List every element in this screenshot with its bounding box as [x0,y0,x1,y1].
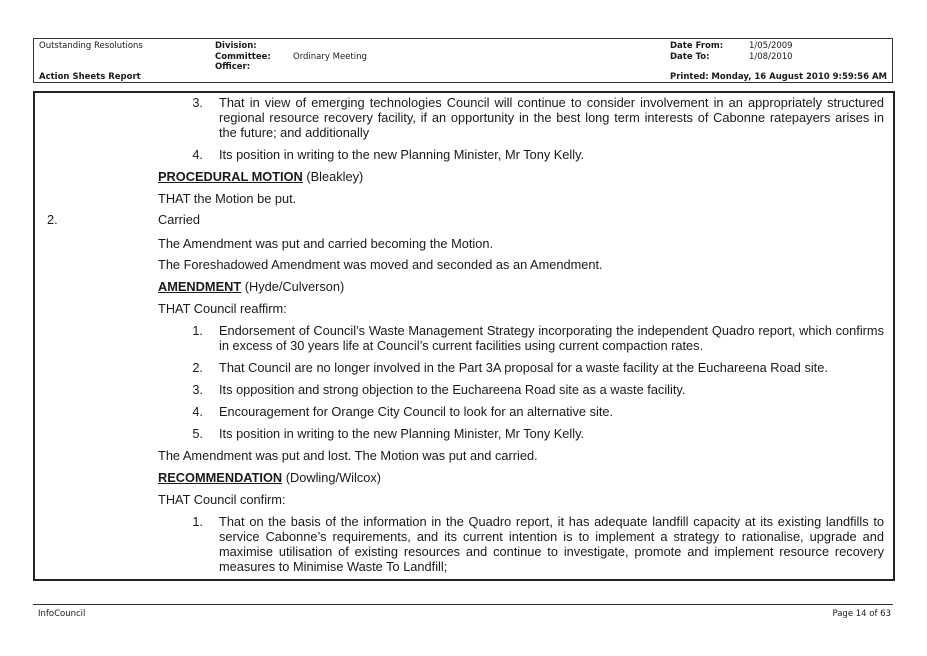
printed-line [670,72,887,82]
status-text: Carried [158,212,200,227]
amendment-heading [158,279,878,294]
item-number: 5. [192,426,203,441]
reaffirm-text: THAT Council reaffirm: [158,301,287,316]
amendment-mover: (Hyde/Culverson) [241,279,345,294]
committee-value: Ordinary Meeting [293,52,367,62]
motion-text: THAT the Motion be put. [158,191,297,206]
committee-label: Committee: [215,52,271,62]
printed-label: Printed: [670,72,709,82]
footer-divider [33,604,893,605]
resolution-content-frame [33,91,895,581]
page-number: Page 14 of 63 [832,609,891,619]
item-text: That on the basis of the information in the Quadro report, it has adequate landfill capacity at its existing landfills to service Cabonne’s requirements, and its current intention is to implement a strategy to rationalise, upgrade and maximise utilisation of existing resources and continue to investigate, promote and implement resource recovery measures to Minimise Waste To Landfill; [219,514,884,574]
item-text: That Council are no longer involved in the Part 3A proposal for a waste facility at the Euchareena Road site. [219,360,828,375]
amendment-carried-text: The Amendment was put and carried becoming the Motion. [158,236,494,251]
item-text: Its opposition and strong objection to the Euchareena Road site as a waste facility. [219,382,686,397]
item-number: 3. [192,382,203,397]
report-type: Action Sheets Report [39,72,141,82]
date-from-value: 1/05/2009 [749,41,793,51]
report-header [33,38,893,83]
recommendation-mover: (Dowling/Wilcox) [282,470,382,485]
footer-system: InfoCouncil [38,609,86,619]
date-to-label: Date To: [670,52,710,62]
printed-value: Monday, 16 August 2010 9:59:56 AM [711,72,888,82]
report-name: Outstanding Resolutions [39,41,143,51]
division-label: Division: [215,41,257,51]
officer-label: Officer: [215,62,251,72]
procedural-motion-mover: (Bleakley) [302,169,364,184]
item-text: That in view of emerging technologies Council will continue to consider involvement in an appropriately structured regional resource recovery facility, if an opportunity in the best long term interests of Cabonne ratepayers arises in the future; and additionally [219,95,884,140]
amendment-lost-text: The Amendment was put and lost. The Motion was put and carried. [158,448,538,463]
foreshadowed-text: The Foreshadowed Amendment was moved and seconded as an Amendment. [158,257,603,272]
item-text: Its position in writing to the new Planning Minister, Mr Tony Kelly. [219,147,585,162]
item-text: Its position in writing to the new Planning Minister, Mr Tony Kelly. [219,426,585,441]
item-number: 4. [192,404,203,419]
recommendation-heading [158,470,878,485]
row-number: 2. [47,212,58,227]
item-number: 1. [192,514,203,529]
amendment-title: AMENDMENT [158,279,242,294]
confirm-text: THAT Council confirm: [158,492,286,507]
item-text: Encouragement for Orange City Council to look for an alternative site. [219,404,614,419]
date-to-value: 1/08/2010 [749,52,793,62]
procedural-motion-title: PROCEDURAL MOTION [158,169,303,184]
date-from-label: Date From: [670,41,724,51]
item-number: 4. [192,147,203,162]
item-number: 1. [192,323,203,338]
item-number: 3. [192,95,203,110]
recommendation-title: RECOMMENDATION [158,470,283,485]
item-number: 2. [192,360,203,375]
item-text: Endorsement of Council’s Waste Management Strategy incorporating the independent Quadro report, which confirms in excess of 30 years life at Council’s current facilities using current compaction rates. [219,323,884,353]
procedural-motion-heading [158,169,878,184]
